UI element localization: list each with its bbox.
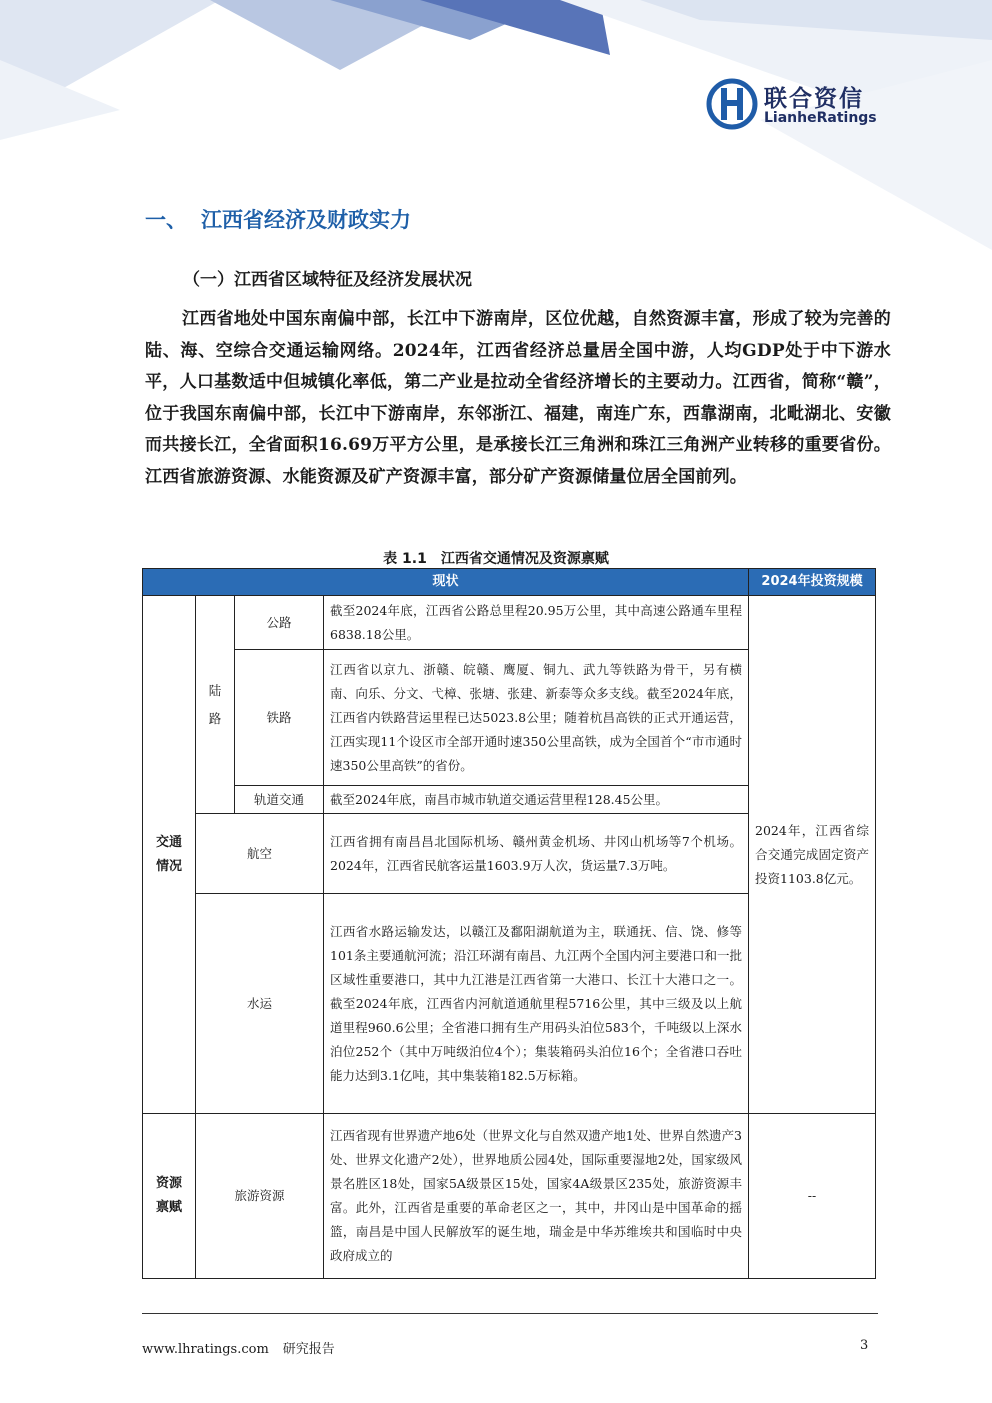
header-investment: 2024年投资规模 [749,569,876,596]
row-label-tourism: 旅游资源 [196,1114,324,1279]
page-number: 3 [860,1338,869,1353]
row-text-rail-transit: 截至2024年底，南昌市城市轨道交通运营里程128.45公里。 [324,786,749,814]
brand-name-en: LianheRatings [764,110,877,126]
lianhe-logo-icon [706,78,758,130]
footer-doc-type: 研究报告 [282,1342,335,1357]
row-text-railway: 江西省以京九、浙赣、皖赣、鹰厦、铜九、武九等铁路为骨干，另有横南、向乐、分文、弋樟、张塘、张建、新泰等众多支线。截至2024年底，江西省内铁路营运里程已达5023.8公里；随着杭昌高铁的正式开通运营，江西实现11个设区市全部开通时速350公里高铁，成为全国首个“市市通时速350公里高铁”的省份。 [324,650,749,786]
subsection-heading: （一）江西省区域特征及经济发展状况 [183,270,472,290]
section-number: 一、 [145,208,187,232]
table-row [143,1114,876,1279]
row-label-water: 水运 [196,894,324,1114]
row-label-rail-transit: 轨道交通 [235,786,324,814]
row-label-highway: 公路 [235,596,324,650]
section-title: 江西省经济及财政实力 [201,208,411,232]
row-label-aviation: 航空 [196,814,324,894]
row-text-aviation: 江西省拥有南昌昌北国际机场、赣州黄金机场、井冈山机场等7个机场。2024年，江西省民航客运量1603.9万人次，货运量7.3万吨。 [324,814,749,894]
row-text-highway: 截至2024年底，江西省公路总里程20.95万公里，其中高速公路通车里程6838.18公里。 [324,596,749,650]
header-status: 现状 [143,569,749,596]
footer-divider [142,1313,878,1314]
transport-resources-table [142,568,876,1279]
row-text-water: 江西省水路运输发达，以赣江及鄱阳湖航道为主，联通抚、信、饶、修等101条主要通航河流；沿江环湖有南昌、九江两个全国内河主要港口和一批区域性重要港口，其中九江港是江西省第一大港口、长江十大港口之一。截至2024年底，江西省内河航道通航里程5716公里，其中三级及以上航道里程960.6公里；全省港口拥有生产用码头泊位583个，千吨级以上深水泊位252个（其中万吨级泊位4个）；集装箱码头泊位16个；全省港口吞吐能力达到3.1亿吨，其中集装箱182.5万标箱。 [324,894,749,1114]
footer-website[interactable]: www.lhratings.com [142,1342,269,1357]
resources-investment: -- [749,1114,876,1279]
table-row [143,596,876,650]
footer-left [142,1338,349,1357]
brand-logo [706,76,886,132]
section-heading [145,204,411,234]
body-paragraph: 江西省地处中国东南偏中部，长江中下游南岸，区位优越，自然资源丰富，形成了较为完善的陆、海、空综合交通运输网络。2024年，江西省经济总量居全国中游，人均GDP处于中下游水平，人口基数适中但城镇化率低，第二产业是拉动全省经济增长的主要动力。江西省，简称“赣”，位于我国东南偏中部，长江中下游南岸，东邻浙江、福建，南连广东，西靠湖南，北毗湖北、安徽而共接长江，全省面积16.69万平方公里，是承接长江三角洲和珠江三角洲产业转移的重要省份。江西省旅游资源、水能资源及矿产资源丰富，部分矿产资源储量位居全国前列。 [145,309,891,487]
category-resources: 资源禀赋 [143,1114,196,1279]
table-caption: 表 1.1 江西省交通情况及资源禀赋 [383,551,609,567]
table-header-row [143,569,876,596]
brand-name-cn: 联合资信 [764,86,864,112]
category-transport: 交通情况 [143,596,196,1114]
row-label-railway: 铁路 [235,650,324,786]
row-text-tourism: 江西省现有世界遗产地6处（世界文化与自然双遗产地1处、世界自然遗产3处、世界文化遗产2处），世界地质公园4处，国际重要湿地2处，国家级风景名胜区18处，国家5A级景区15处，国家4A级景区235处，旅游资源丰富。此外，江西省是重要的革命老区之一，其中，井冈山是中国革命的摇篮，南昌是中国人民解放军的诞生地，瑞金是中华苏维埃共和国临时中央政府成立的 [324,1114,749,1279]
subcategory-land: 陆路 [196,596,235,814]
transport-investment: 2024年，江西省综合交通完成固定资产投资1103.8亿元。 [749,596,876,1114]
